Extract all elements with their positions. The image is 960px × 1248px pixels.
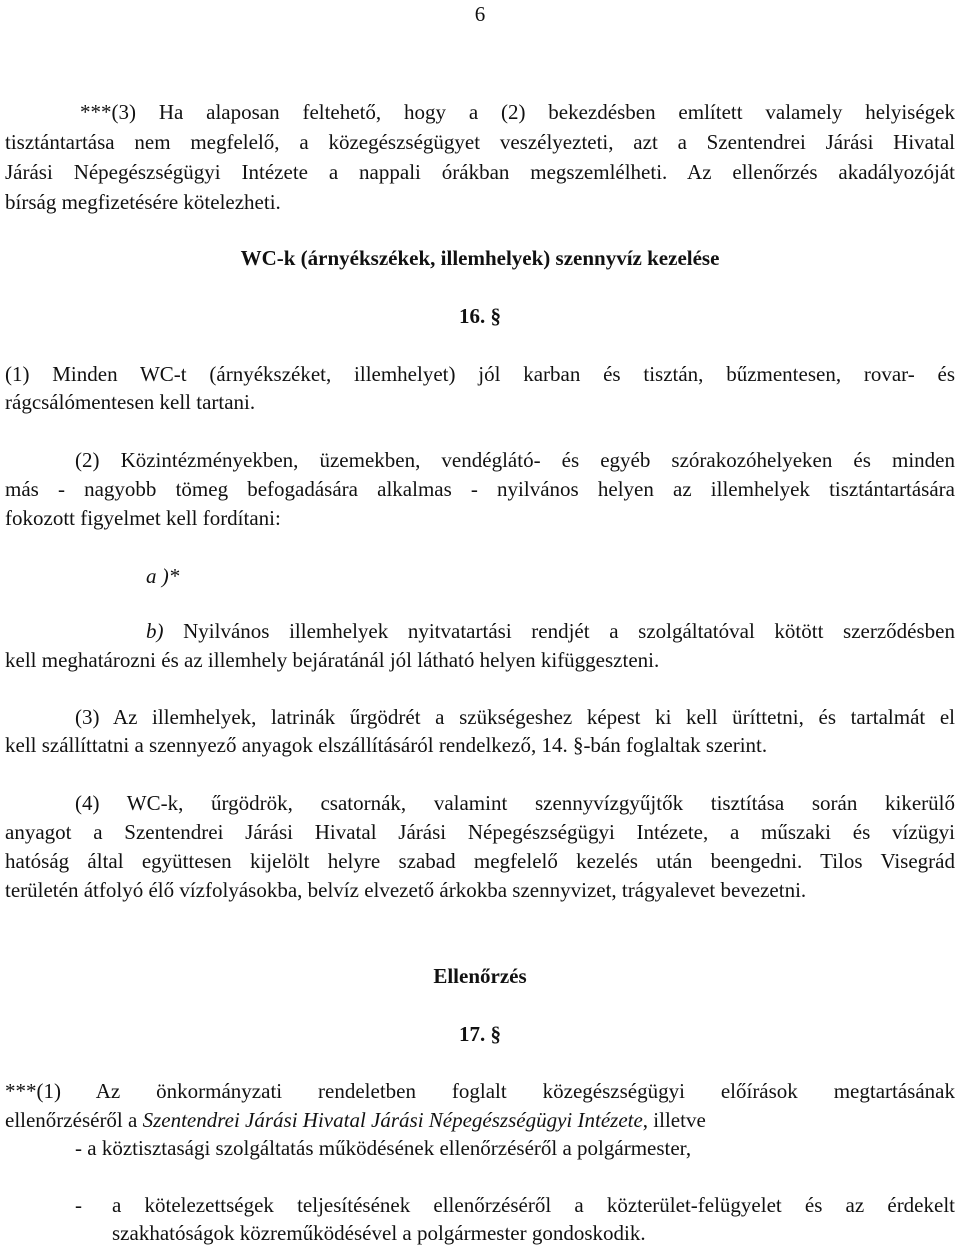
section-number: 17. § [459, 1022, 501, 1046]
section-number: 16. § [459, 304, 501, 328]
text-line [5, 1106, 955, 1134]
authority-name: Szentendrei Járási Hivatal Járási Népegészségügyi Intézete [142, 1108, 643, 1132]
section-title: Ellenőrzés [433, 964, 527, 988]
text-line: bírság megfizetésére kötelezheti. [5, 190, 281, 214]
text-line: Járási Népegészségügyi Intézete a nappali órákban megszemlélheti. Az ellenőrzés akadályozóját [5, 160, 955, 184]
section-title: WC-k (árnyékszékek, illemhelyek) szennyvíz kezelése [240, 246, 720, 270]
text-run: ellenőrzéséről a [5, 1108, 143, 1132]
text-line: ***(3) Ha alaposan feltehető, hogy a (2) bekezdésben említett valamely helyiségek [80, 100, 955, 124]
text-line: kell szállíttatni a szennyező anyagok elszállításáról rendelkező, 14. §-bán foglaltak szerint. [5, 733, 768, 757]
text-line: szakhatóságok közreműködésével a polgármester gondoskodik. [112, 1221, 646, 1245]
text-line: területén átfolyó élő vízfolyásokba, belvíz elvezető árkokba szennyvizet, trágyalevet bevezetni. [5, 878, 807, 902]
text-line: (4) WC-k, űrgödrök, csatornák, valamint szennyvízgyűjtők tisztítása során kikerülő [75, 791, 955, 815]
text-line: (3) Az illemhelyek, latrinák űrgödrét a szükségeshez képest ki kell üríttetni, és tartalmát el [75, 705, 955, 729]
text-line: tisztántartása nem megfelelő, a közegészségügyet veszélyezteti, azt a Szentendrei Járási Hivatal [5, 130, 955, 154]
text-run: , illetve [642, 1108, 706, 1132]
list-dash: - [75, 1193, 82, 1217]
text-line: a kötelezettségek teljesítésének ellenőrzéséről a közterület-felügyelet és az érdekelt [112, 1193, 955, 1217]
point-a: a )* [146, 564, 180, 588]
text-line: kell meghatározni és az illemhely bejáratánál jól látható helyen kifüggeszteni. [5, 648, 660, 672]
text-line [146, 617, 955, 645]
text-line: más - nagyobb tömeg befogadására alkalmas - nyilvános helyen az illemhelyek tisztántartására [5, 477, 955, 501]
text-line: anyagot a Szentendrei Járási Hivatal Járási Népegészségügyi Intézete, a műszaki és vízügyi [5, 820, 955, 844]
point-b-label: b) [146, 619, 164, 643]
text-line: (1) Minden WC-t (árnyékszéket, illemhelyet) jól karban és tisztán, bűzmentesen, rovar- és [5, 362, 955, 386]
text-line: fokozott figyelmet kell fordítani: [5, 506, 281, 530]
list-item: - a köztisztasági szolgáltatás működésének ellenőrzéséről a polgármester, [75, 1136, 692, 1160]
text-line: hatóság által együttesen kijelölt helyre szabad megfelelő kezelés után beengedni. Tilos Visegrád [5, 849, 955, 873]
point-b-text: Nyilvános illemhelyek nyitvatartási rendjét a szolgáltatóval kötött szerződésben [163, 619, 955, 643]
page-number: 6 [474, 2, 486, 26]
text-line: rágcsálómentesen kell tartani. [5, 390, 256, 414]
text-line: ***(1) Az önkormányzati rendeletben foglalt közegészségügyi előírások megtartásának [5, 1079, 955, 1103]
text-line: (2) Közintézményekben, üzemekben, vendéglátó- és egyéb szórakozóhelyeken és minden [75, 448, 955, 472]
